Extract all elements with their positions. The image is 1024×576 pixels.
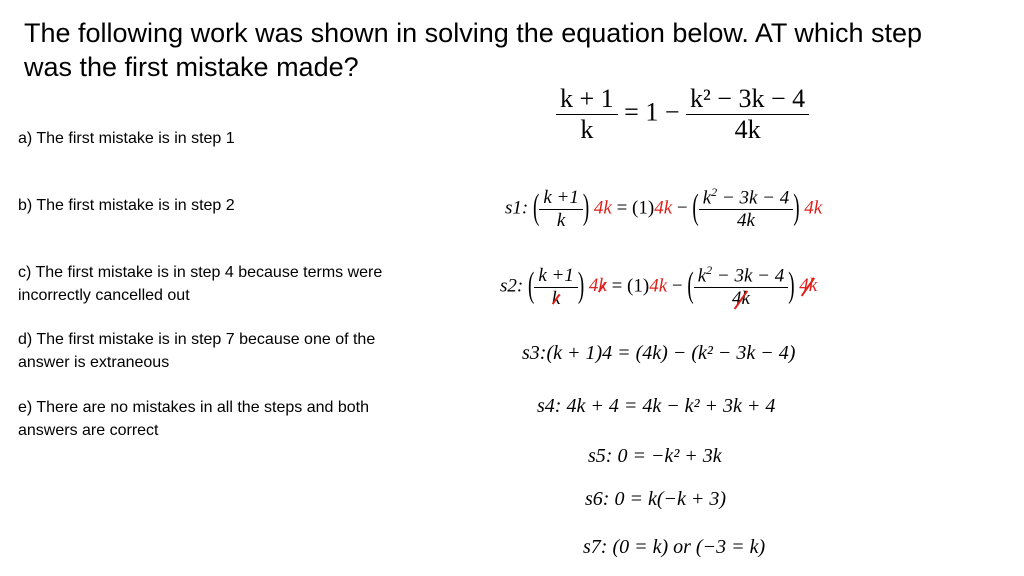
step-3: s3:(k + 1)4 = (4k) − (k² − 3k − 4): [522, 342, 796, 364]
choice-e[interactable]: e) There are no mistakes in all the steps and both answers are correct: [18, 399, 370, 439]
step-1: s1: ( $\frac{k +1}{k}$ ) 4k = (1)4k − ( $\frac{k^2 - 3k - 4}{4k}$ ) 4k: [505, 185, 823, 232]
choice-b[interactable]: b) The first mistake is in step 2: [18, 197, 235, 214]
choice-c[interactable]: c) The first mistake is in step 4 because terms were incorrectly cancelled out: [18, 264, 383, 304]
step-2: s2: ( $\frac{k +1}{k}$ ) 4k = (1)4k − ( $\frac{k^2 - 3k - 4}{4k}$ ) 4k: [500, 263, 818, 310]
choice-d[interactable]: d) The first mistake is in step 7 because one of the answer is extraneous: [18, 331, 376, 371]
step-5: s5: 0 = −k² + 3k: [588, 445, 722, 467]
question-title: The following work was shown in solving the equation below. AT which step was the first mistake made?: [24, 18, 923, 82]
choice-a[interactable]: a) The first mistake is in step 1: [18, 130, 235, 147]
equation-middle: = 1 −: [624, 97, 680, 127]
main-equation: [556, 84, 809, 145]
step-6: s6: 0 = k(−k + 3): [585, 488, 727, 510]
rhs-fraction: $\frac{\text{k² − 3k − 4}}{4k}$: [686, 84, 809, 145]
lhs-fraction: $\frac{k + 1}{k}$: [556, 84, 618, 145]
step-4: s4: 4k + 4 = 4k − k² + 3k + 4: [537, 395, 776, 417]
step-7: s7: (0 = k) or (−3 = k): [583, 536, 766, 558]
